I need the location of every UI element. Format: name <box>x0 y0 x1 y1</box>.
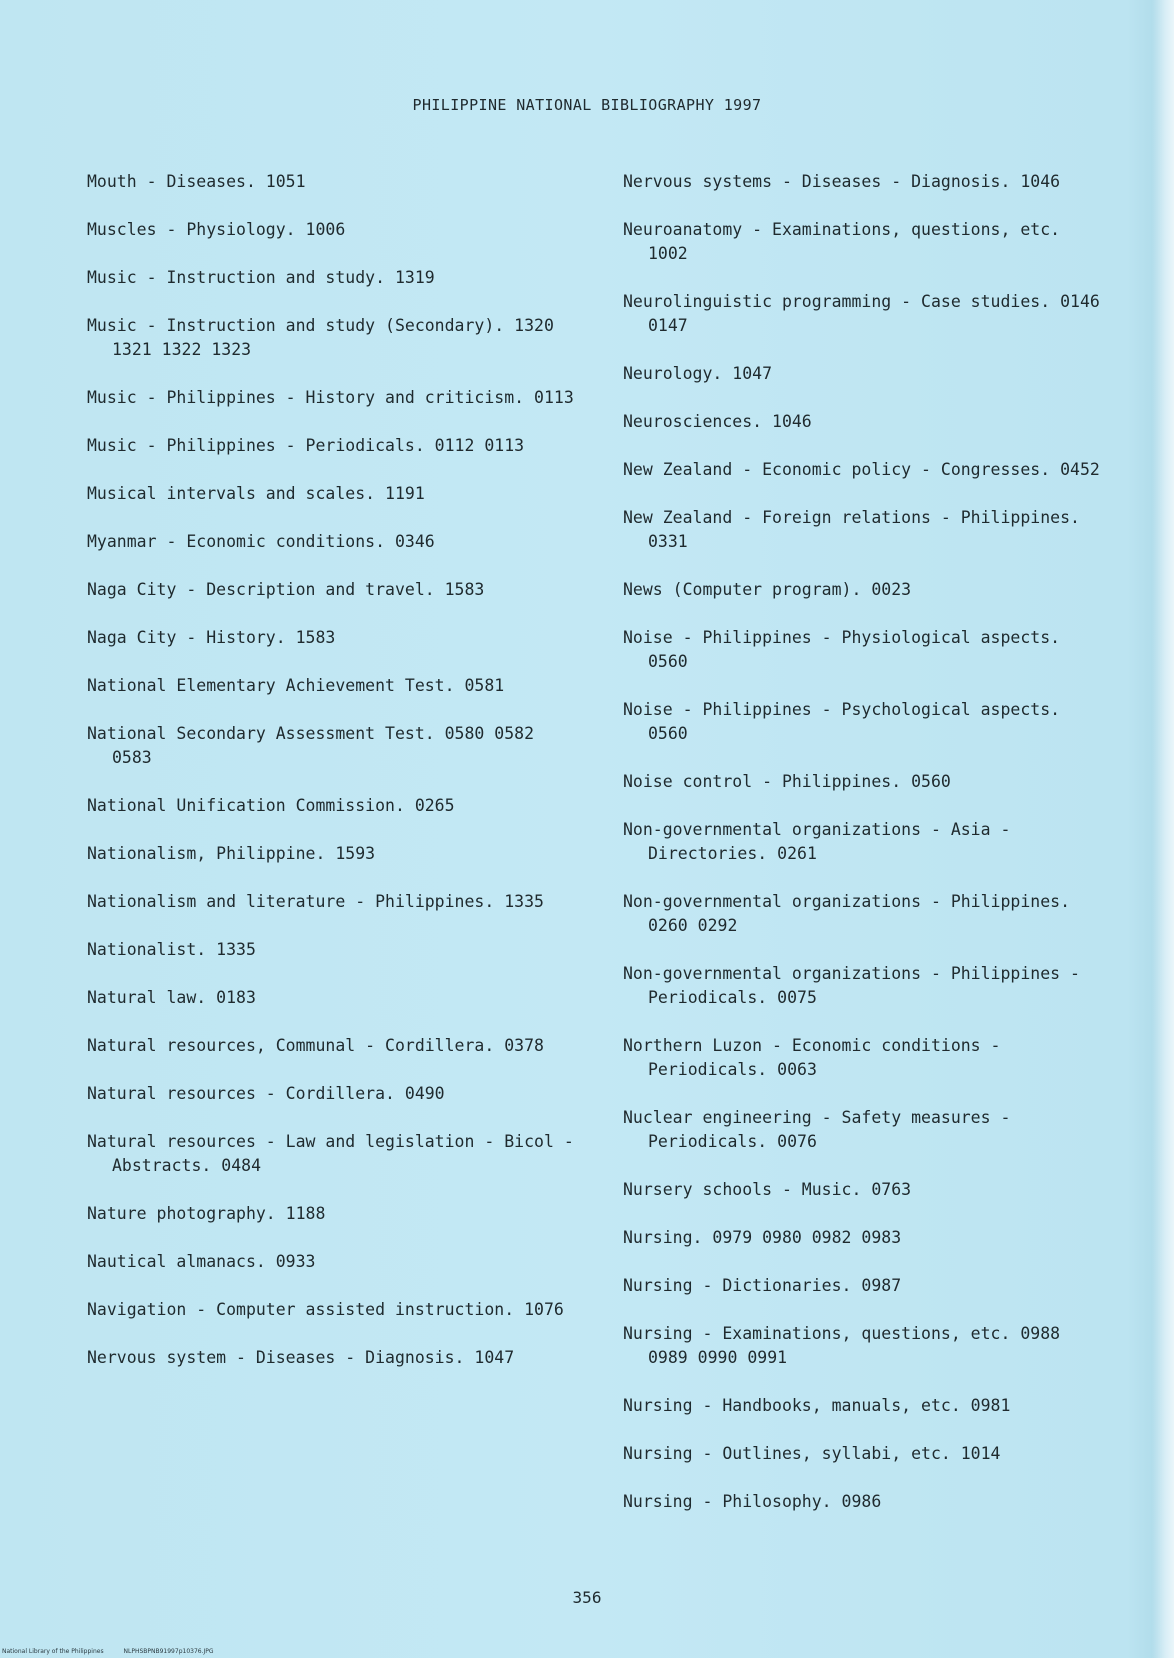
index-entry: Nature photography. 1188 <box>87 1204 326 1223</box>
index-entry: Noise - Philippines - Psychological aspects. 0560 <box>623 700 1061 743</box>
page-edge-shadow <box>1152 0 1174 1658</box>
page-header: PHILIPPINE NATIONAL BIBLIOGRAPHY 1997 <box>412 96 762 114</box>
index-entry: Noise control - Philippines. 0560 <box>623 772 951 791</box>
index-entry: National Secondary Assessment Test. 0580 0582 0583 <box>87 724 535 767</box>
index-entry: Noise - Philippines - Physiological aspects. 0560 <box>623 628 1061 671</box>
index-entry: Neurosciences. 1046 <box>623 412 812 431</box>
index-entry: Mouth - Diseases. 1051 <box>87 172 306 191</box>
index-entry: Nursing. 0979 0980 0982 0983 <box>623 1228 902 1247</box>
index-entry: Neurology. 1047 <box>623 364 773 383</box>
index-entry: Non-governmental organizations - Philippines. 0260 0292 <box>623 892 1071 935</box>
index-entry: Music - Instruction and study. 1319 <box>87 268 435 287</box>
index-entry: News (Computer program). 0023 <box>623 580 912 599</box>
index-entry: New Zealand - Economic policy - Congresses. 0452 <box>623 460 1100 479</box>
footer-file-id: NLPHSBPNB91997p10376.JPG <box>123 1648 214 1655</box>
index-entry: Navigation - Computer assisted instruction. 1076 <box>87 1300 564 1319</box>
footer-library: National Library of the Philippines <box>2 1648 104 1655</box>
index-entry: Naga City - History. 1583 <box>87 628 336 647</box>
scan-footer <box>2 1648 214 1655</box>
index-entry: Non-governmental organizations - Asia - Directories. 0261 <box>623 820 1011 863</box>
index-entry: Nursing - Dictionaries. 0987 <box>623 1276 902 1295</box>
index-entry: Natural law. 0183 <box>87 988 256 1007</box>
index-entry: New Zealand - Foreign relations - Philippines. 0331 <box>623 508 1080 551</box>
index-entry: Music - Philippines - Periodicals. 0112 0113 <box>87 436 525 455</box>
index-entry: Nationalism and literature - Philippines. 1335 <box>87 892 544 911</box>
index-entry: Music - Instruction and study (Secondary). 1320 1321 1322 1323 <box>87 316 554 359</box>
index-entry: Myanmar - Economic conditions. 0346 <box>87 532 435 551</box>
index-entry: Natural resources, Communal - Cordillera. 0378 <box>87 1036 544 1055</box>
index-entry: Musical intervals and scales. 1191 <box>87 484 425 503</box>
page-number: 356 <box>572 1588 602 1607</box>
index-entry: Nursing - Handbooks, manuals, etc. 0981 <box>623 1396 1011 1415</box>
index-entry: National Unification Commission. 0265 <box>87 796 455 815</box>
index-entry: Nationalism, Philippine. 1593 <box>87 844 376 863</box>
index-entry: Nervous system - Diseases - Diagnosis. 1047 <box>87 1348 515 1367</box>
left-column <box>87 170 577 1394</box>
index-entry: Nuclear engineering - Safety measures - Periodicals. 0076 <box>623 1108 1011 1151</box>
index-entry: Nationalist. 1335 <box>87 940 256 959</box>
index-entry: Nautical almanacs. 0933 <box>87 1252 316 1271</box>
index-entry: Neurolinguistic programming - Case studies. 0146 0147 <box>623 292 1100 335</box>
index-entry: Muscles - Physiology. 1006 <box>87 220 346 239</box>
index-entry: Music - Philippines - History and criticism. 0113 <box>87 388 574 407</box>
index-entry: Natural resources - Cordillera. 0490 <box>87 1084 445 1103</box>
index-entry: Northern Luzon - Economic conditions - Periodicals. 0063 <box>623 1036 1001 1079</box>
index-entry: Non-governmental organizations - Philippines - Periodicals. 0075 <box>623 964 1080 1007</box>
right-column <box>623 170 1103 1538</box>
index-entry: Nursing - Examinations, questions, etc. 0988 0989 0990 0991 <box>623 1324 1061 1367</box>
index-entry: Natural resources - Law and legislation - Bicol - Abstracts. 0484 <box>87 1132 574 1175</box>
index-entry: Naga City - Description and travel. 1583 <box>87 580 485 599</box>
index-entry: Nursing - Outlines, syllabi, etc. 1014 <box>623 1444 1001 1463</box>
index-entry: Nursing - Philosophy. 0986 <box>623 1492 882 1511</box>
index-entry: National Elementary Achievement Test. 0581 <box>87 676 505 695</box>
index-entry: Neuroanatomy - Examinations, questions, etc. 1002 <box>623 220 1061 263</box>
index-entry: Nervous systems - Diseases - Diagnosis. 1046 <box>623 172 1061 191</box>
index-entry: Nursery schools - Music. 0763 <box>623 1180 912 1199</box>
